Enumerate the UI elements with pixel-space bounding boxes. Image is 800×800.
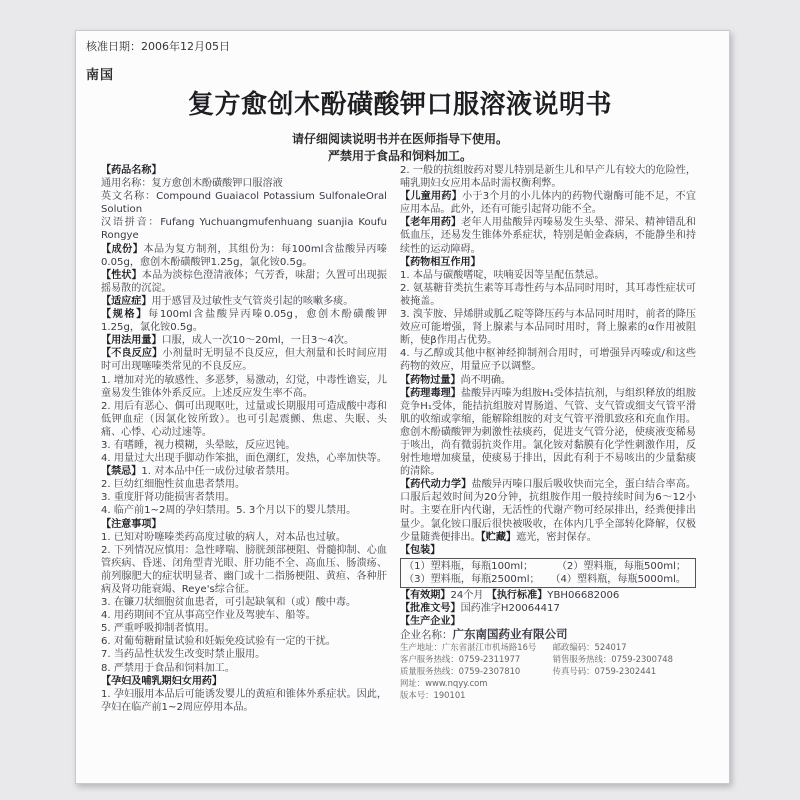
dosage-heading: 【用法用量】	[101, 335, 162, 347]
section-manufacturer-heading: 【生产企业】	[400, 616, 461, 628]
approval-date: 核准日期：2006年12月05日	[86, 40, 230, 53]
subtitle-food-warning: 严禁用于食品和饲料加工。	[327, 149, 472, 163]
english-name: 英文名称：Compound Guaiacol Potassium SulfonaleOral Solution	[101, 191, 387, 216]
manufacturer-name: 广东南国药业有限公司	[452, 627, 568, 642]
section-character	[101, 269, 387, 295]
pharmacokinetics-text: 盐酸异丙嗪口服后吸收快而完全，蛋白结合率高。口服后起效时间为20分钟，抗组胺作用一般持续时间为6～12小时。主要在肝内代谢，无活性的代谢产物可经尿排出，经粪便排出量少。氯化铵口服后很快被吸收，在体内几乎全部转化降解，仅极少量随粪便排出。	[400, 479, 697, 543]
quality-hotline: 质量服务热线：0759-2307810	[400, 665, 521, 676]
sales-hotline: 销售服务热线：0759-2300748	[552, 654, 673, 665]
pharmacokinetics-heading: 【药代动力学】	[400, 479, 472, 491]
generic-name: 通用名称：复方愈创木酚磺酸钾口服溶液	[101, 178, 283, 190]
composition-heading: 【成份】	[101, 243, 144, 255]
adverse-heading: 【不良反应】	[101, 348, 163, 360]
contraindication-item: 2. 巨幼红细胞性贫血患者禁用。	[101, 479, 246, 491]
section-dosage	[101, 334, 387, 347]
packaging-cell: （2）塑料瓶，每瓶500ml；	[556, 560, 686, 572]
packaging-cell: （3）塑料瓶，每瓶2500ml；	[404, 573, 540, 585]
pediatric-heading: 【儿童用药】	[400, 191, 463, 203]
dosage-text: 口服，成人一次10～20ml，一日3～4次。	[161, 335, 355, 347]
section-packaging-heading: 【包装】	[400, 544, 441, 556]
pinyin-name: 汉语拼音：Fufang Yuchuangmufenhuang suanjia Koufu Rongye	[101, 217, 387, 242]
section-pregnancy-heading: 【孕妇及哺乳期妇女用药】	[101, 675, 223, 687]
contraindication-item: 4. 临产前1~2周的孕妇禁用。5. 3个月以下的婴儿禁用。	[101, 505, 357, 517]
adverse-item: 2. 用后有恶心、偶可出现呕吐，过量或长期服用可造成酸中毒和低钾血症（因氯化铵所致）。也可引起震颤、焦虑、失眠、头痛、心悸、心动过速等。	[101, 400, 387, 438]
packaging-cell: （4）塑料瓶，每瓶5000ml。	[550, 573, 686, 585]
adverse-text: 小剂量时无明显不良反应，但大剂量和长时间应用时可出现噻嗪类常见的不良反应。	[101, 348, 387, 373]
composition-text: 本品为复方制剂，其组份为：每100ml含盐酸异丙嗪0.05g，愈创木酚磺酸钾1.25g，氯化铵0.5g。	[101, 243, 388, 268]
validity-heading: 【有效期】	[400, 590, 451, 601]
brand-logo: 南国	[86, 68, 115, 83]
validity-text: 24个月	[450, 590, 484, 601]
geriatric-heading: 【老年用药】	[400, 217, 462, 229]
subtitle-read-instructions: 请仔细阅读说明书并在医师指导下使用。	[291, 132, 508, 146]
standard-text: YBH06682006	[547, 590, 620, 601]
section-composition	[101, 243, 387, 269]
precaution-item: 8. 严禁用于食品和饲料加工。	[101, 662, 235, 674]
section-adverse-reactions	[101, 347, 387, 373]
interaction-item: 3. 溴苄胺、异烯肼或胍乙啶等降压药与本品同时用时，前者的降压效应可能增强，肾上腺素与本品同时用时，肾上腺素的α作用被阻断，使β作用占优势。	[400, 309, 696, 347]
interaction-item: 2. 氨基糖苷类抗生素等耳毒性药与本品同时用时，其耳毒性症状可被掩盖。	[400, 282, 696, 307]
left-column	[101, 164, 387, 714]
manufacturer-details	[400, 642, 696, 701]
precaution-item: 2. 下列情况应慎用：急性哮喘、膀胱颈部梗阻、骨髓抑制、心血管疾病、昏迷、闭角型青光眼、肝功能不全、高血压、肠溃疡、前列腺肥大的症状明显者、幽门或十二指肠梗阻、黄疸、各种肝病及肾功能衰竭、Reye's综合征。	[101, 544, 387, 595]
adverse-item: 4. 用量过大出现手脚动作笨拙，面色潮红，发热，心率加快等。	[101, 453, 387, 465]
address: 生产地址：广东省湛江市机场路16号	[400, 642, 537, 653]
section-geriatric	[400, 216, 696, 255]
section-validity-standard	[400, 589, 696, 602]
address-row	[400, 642, 696, 654]
character-heading: 【性状】	[101, 269, 142, 281]
standard-heading: 【执行标准】	[486, 590, 548, 601]
precaution-item: 1. 已知对吩噻嗪类药高度过敏的病人，对本品也过敏。	[101, 531, 346, 543]
adverse-item: 3. 有嗜睡，视力模糊，头晕眩，反应迟钝。	[101, 439, 296, 451]
character-text: 本品为淡棕色澄清液体；气芳香，味甜；久置可出现振摇易散的沉淀。	[101, 269, 387, 294]
storage-text: 遮光，密封保存。	[516, 531, 597, 543]
section-specification	[101, 308, 387, 334]
adverse-item: 1. 增加对光的敏感性、多恶梦，易激动，幻觉，中毒性谵妄，儿童易发生锥体外系反应。上述反应发生率不高。	[101, 374, 387, 399]
storage-heading: 【贮藏】	[480, 531, 517, 543]
zip-code: 邮政编码：524017	[552, 642, 627, 653]
section-drug-name-heading: 【药品名称】	[101, 165, 162, 176]
overdose-heading: 【药物过量】	[400, 374, 461, 386]
website: 网址：www.nqyy.com	[400, 677, 488, 688]
section-pharmacokinetics	[400, 478, 696, 543]
fax-number: 传真号码：0759-2302441	[552, 665, 657, 676]
contraindication-text: 1. 对本品中任一成份过敏者禁用。	[141, 466, 296, 478]
hotline-row	[400, 654, 696, 666]
section-precautions-heading: 【注意事项】	[101, 518, 162, 530]
interaction-item: 1. 本品与碳酸嗜啶，呋喃妥因等呈配伍禁忌。	[400, 269, 605, 281]
version-number: 版本号：190101	[400, 689, 466, 700]
indication-heading: 【适应症】	[101, 295, 152, 307]
section-indication	[101, 295, 387, 308]
precaution-item: 7. 当药品性状发生改变时禁止服用。	[101, 649, 266, 661]
interaction-item: 4. 与乙醇或其他中枢神经抑制剂合用时，可增强异丙嗪或/和这些药物的效应，用量应予以调整。	[400, 348, 696, 373]
manufacturer-label: 企业名称：	[400, 629, 453, 642]
approval-number-heading: 【批准文号】	[400, 603, 461, 615]
right-column	[400, 164, 696, 701]
packaging-table	[400, 558, 696, 588]
contraindications-heading: 【禁忌】	[101, 466, 142, 478]
specification-text: 每100ml含盐酸异丙嗪0.05g，愈创木酚磺酸钾1.25g，氯化铵0.5g。	[101, 309, 387, 334]
specification-heading: 【规格】	[101, 309, 149, 321]
pharmacology-text: 盐酸异丙嗪为组胺H₁受体拮抗剂，与组织释放的组胺竞争H₁受体，能拮抗组胺对胃肠道、气管、支气管或细支气管平滑肌的收缩或挛缩，能解除组胺的对支气管平滑肌致痉和充血作用。愈创木酚磺酸钾为刺激性祛痰药，促进支气管分泌，使痰液变稀易于咳出，尚有微弱抗炎作用。氯化铵对黏膜有化学性刺激作用，反射性地增加痰量，使痰易于排出，因此有利于不易咳出的少量黏痰的清除。	[400, 387, 696, 478]
precaution-item: 3. 在镰刀状细胞贫血患者，可引起缺氧和（或）酸中毒。	[101, 597, 357, 609]
pharmacology-heading: 【药理毒理】	[400, 387, 461, 399]
precaution-item: 6. 对葡萄糖耐量试验和妊娠免疫试验有一定的干扰。	[101, 636, 336, 648]
packaging-cell: （1）塑料瓶，每瓶100ml；	[404, 560, 534, 572]
customer-hotline: 客户服务热线：0759-2311977	[400, 654, 521, 665]
section-contraindications	[101, 452, 387, 478]
section-pharmacology	[400, 387, 696, 479]
pregnancy-continued: 2. 一般的抗组胺药对婴儿特别是新生儿和早产儿有较大的危险性，哺乳期妇女应用本品时需权衡利弊。	[400, 165, 696, 190]
packaging-row	[404, 560, 692, 573]
pediatric-text: 小于3个月的小儿体内的药物代谢酶可能不足，不宜应用本品。此外，还有可能引起肾功能不全。	[400, 191, 697, 216]
geriatric-text: 老年人用盐酸异丙嗪易发生头晕、滞呆、精神错乱和低血压，还易发生锥体外系症状，特别是帕金森病，不能静坐和持续性的运动障碍。	[400, 217, 696, 255]
section-interactions-heading: 【药物相互作用】	[400, 256, 481, 268]
quality-row	[400, 666, 696, 678]
section-approval-number	[400, 602, 696, 615]
precaution-item: 4. 用药期间不宜从事高空作业及驾驶车、船等。	[101, 610, 316, 622]
contraindication-item: 3. 重度肝肾功能损害者禁用。	[101, 492, 235, 504]
section-pediatric	[400, 190, 696, 216]
packaging-row	[404, 573, 692, 586]
overdose-text: 尚不明确。	[460, 374, 512, 386]
pregnancy-text: 1. 孕妇服用本品后可能诱发婴儿的黄疸和锥体外系症状。因此，孕妇在临产前1~2周应停用本品。	[101, 688, 387, 713]
indication-text: 用于感冒及过敏性支气管炎引起的咳嗽多痰。	[151, 295, 354, 307]
document-title: 复方愈创木酚磺酸钾口服溶液说明书	[187, 90, 612, 120]
approval-number-text: 国药准字H20064417	[460, 603, 560, 615]
section-overdose	[400, 374, 696, 387]
manufacturer-name-line	[400, 628, 696, 642]
precaution-item: 5. 严重呼吸抑制者慎用。	[101, 623, 215, 635]
